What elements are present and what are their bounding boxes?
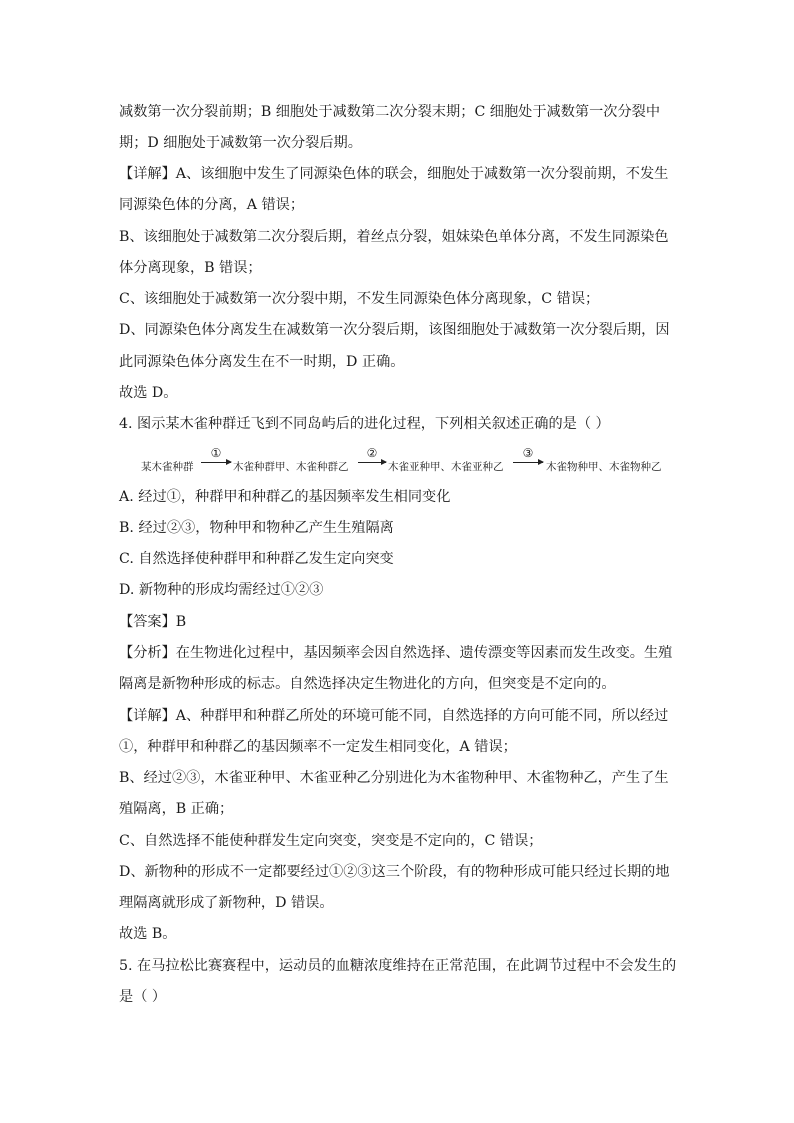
text-line: 是（ ） bbox=[119, 989, 167, 1005]
evolution-flow-diagram bbox=[141, 446, 681, 479]
text-line: 故选 D。 bbox=[119, 385, 178, 401]
flow-node-subspecies: 木雀亚种甲、木雀亚种乙 bbox=[388, 461, 504, 473]
text-line: 隔离是新物种形成的标志。自然选择决定生物进化的方向，但突变是不定向的。 bbox=[119, 676, 616, 692]
text-line: B、经过②③，木雀亚种甲、木雀亚种乙分别进化为木雀物种甲、木雀物种乙，产生了生 bbox=[119, 770, 669, 786]
arrow-right-icon bbox=[513, 462, 543, 463]
arrow-right-icon bbox=[358, 462, 386, 463]
text-line: 殖隔离，B 正确； bbox=[119, 801, 234, 817]
text-line: 期；D 细胞处于减数第一次分裂后期。 bbox=[119, 135, 362, 151]
text-line: D、同源染色体分离发生在减数第一次分裂后期，该图细胞处于减数第一次分裂后期，因 bbox=[119, 322, 670, 338]
text-line: 【详解】A、种群甲和种群乙所处的环境可能不同，自然选择的方向可能不同，所以经过 bbox=[119, 708, 669, 724]
text-line: 【分析】在生物进化过程中，基因频率会因自然选择、遗传漂变等因素而发生改变。生殖 bbox=[119, 645, 673, 661]
text-line: C、自然选择不能使种群发生定向突变，突变是不定向的，C 错误； bbox=[119, 833, 543, 849]
text-line: C、该细胞处于减数第一次分裂中期，不发生同源染色体分离现象，C 错误； bbox=[119, 291, 600, 307]
flow-node-populations: 木雀种群甲、木雀种群乙 bbox=[233, 461, 349, 473]
question-5-stem: 5. 在马拉松比赛赛程中，运动员的血糖浓度维持在正常范围，在此调节过程中不会发生的 bbox=[119, 958, 677, 974]
flow-arrow-2 bbox=[358, 446, 386, 463]
arrow-right-icon bbox=[201, 462, 231, 463]
flow-node-species: 木雀物种甲、木雀物种乙 bbox=[546, 461, 662, 473]
text-line: 故选 B。 bbox=[119, 926, 177, 942]
text-line: D、新物种的形成不一定都要经过①②③这三个阶段，有的物种形成可能只经过长期的地 bbox=[119, 864, 670, 880]
text-line: 体分离现象，B 错误； bbox=[119, 260, 262, 276]
flow-step-label: ① bbox=[210, 446, 222, 460]
flow-arrow-3 bbox=[513, 446, 543, 463]
question-4-stem: 4. 图示某木雀种群迁飞到不同岛屿后的进化过程，下列相关叙述正确的是（ ） bbox=[119, 416, 610, 432]
text-line: 【详解】A、该细胞中发生了同源染色体的联会，细胞处于减数第一次分裂前期，不发生 bbox=[119, 166, 669, 182]
option-c: C. 自然选择使种群甲和种群乙发生定向突变 bbox=[119, 551, 394, 567]
option-d: D. 新物种的形成均需经过①②③ bbox=[119, 582, 324, 598]
text-line: ①，种群甲和种群乙的基因频率不一定发生相同变化，A 错误； bbox=[119, 739, 517, 755]
text-line: 此同源染色体分离发生在不一时期，D 正确。 bbox=[119, 354, 405, 370]
answer-line: 【答案】B bbox=[119, 614, 187, 630]
flow-step-label: ③ bbox=[522, 446, 534, 460]
text-line: 理隔离就形成了新物种，D 错误。 bbox=[119, 895, 334, 911]
option-b: B. 经过②③，物种甲和物种乙产生生殖隔离 bbox=[119, 520, 394, 536]
option-a: A. 经过①，种群甲和种群乙的基因频率发生相同变化 bbox=[119, 489, 451, 505]
flow-arrow-1 bbox=[201, 446, 231, 463]
flow-step-label: ② bbox=[366, 446, 378, 460]
text-line: 同源染色体的分离，A 错误； bbox=[119, 197, 305, 213]
text-line: 减数第一次分裂前期；B 细胞处于减数第二次分裂末期；C 细胞处于减数第一次分裂中 bbox=[119, 104, 661, 120]
text-line: B、该细胞处于减数第二次分裂后期，着丝点分裂，姐妹染色单体分离，不发生同源染色 bbox=[119, 229, 669, 245]
flow-node-ancestral-population: 某木雀种群 bbox=[141, 461, 194, 473]
